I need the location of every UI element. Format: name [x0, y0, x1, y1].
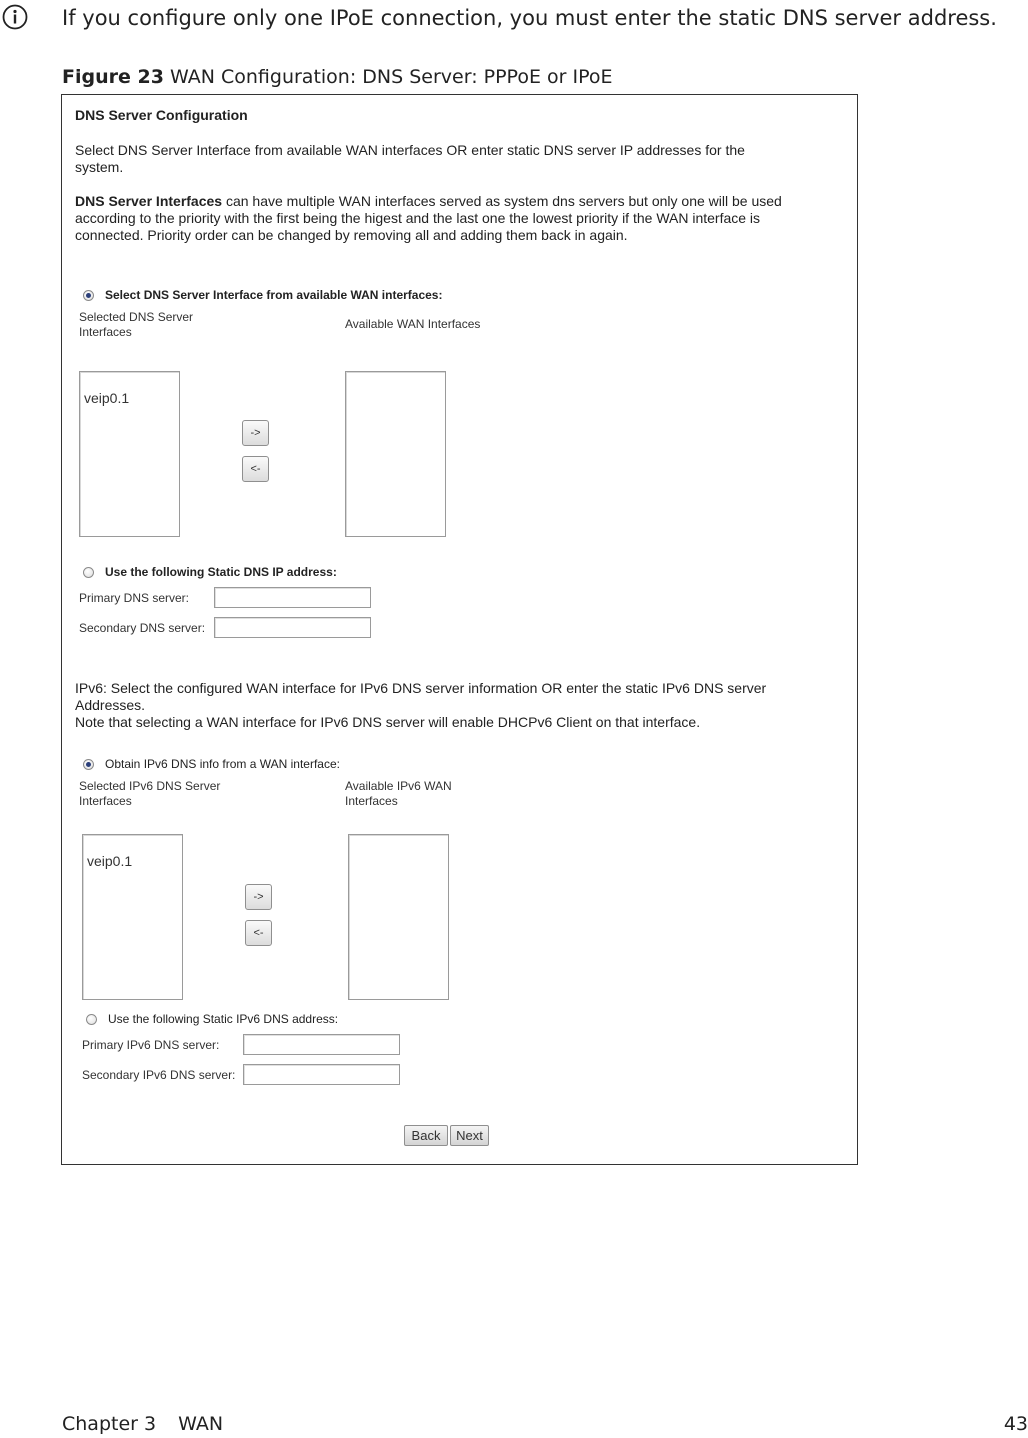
note [0, 4, 1028, 34]
info-icon [2, 4, 28, 30]
primary-dns-input[interactable] [214, 587, 371, 608]
selected-dns-label: Selected DNS Server Interfaces [79, 310, 194, 339]
secondary-ipv6-input[interactable] [243, 1064, 400, 1085]
dns-intro-text: Select DNS Server Interface from available WAN interfaces OR enter static DNS server IP addresses for the system. [75, 142, 745, 175]
remove-interface-button[interactable]: <- [242, 456, 269, 482]
secondary-ipv6-label: Secondary IPv6 DNS server: [82, 1068, 236, 1082]
selected-ipv6-listbox[interactable] [82, 834, 183, 1000]
chapter-label: Chapter 3 [62, 1413, 157, 1435]
ipv6-intro-text: IPv6: Select the configured WAN interface for IPv6 DNS server information OR enter the static IPv6 DNS server Addresses. [75, 680, 767, 713]
remove-ipv6-interface-button[interactable]: <- [245, 920, 272, 946]
static-dns-radio[interactable] [83, 567, 94, 578]
section-label: WAN [178, 1413, 224, 1435]
static-dns-radio-label: Use the following Static DNS IP address: [105, 565, 337, 579]
available-ipv6-label: Available IPv6 WAN Interfaces [345, 779, 452, 808]
dns-interface-radio-label: Select DNS Server Interface from available WAN interfaces: [105, 288, 443, 302]
static-ipv6-radio-row[interactable] [86, 1012, 338, 1026]
primary-ipv6-input[interactable] [243, 1034, 400, 1055]
dns-interfaces-bold: DNS Server Interfaces [75, 193, 223, 209]
figure-title: WAN Configuration: DNS Server: PPPoE or IPoE [169, 66, 613, 88]
primary-ipv6-label: Primary IPv6 DNS server: [82, 1038, 220, 1052]
dns-interface-radio-row[interactable] [83, 288, 442, 302]
available-wan-label: Available WAN Interfaces [345, 317, 481, 331]
add-ipv6-interface-button[interactable]: -> [245, 884, 272, 910]
ipv6-interface-radio-label: Obtain IPv6 DNS info from a WAN interface: [105, 757, 340, 771]
dns-interface-radio[interactable] [83, 290, 94, 301]
static-ipv6-radio[interactable] [86, 1014, 97, 1025]
secondary-dns-label: Secondary DNS server: [79, 621, 206, 635]
secondary-dns-input[interactable] [214, 617, 371, 638]
selected-dns-listbox[interactable] [79, 371, 180, 537]
next-button[interactable]: Next [450, 1125, 489, 1146]
ipv6-interface-radio[interactable] [83, 759, 94, 770]
dns-config-panel [61, 94, 858, 1165]
static-ipv6-radio-label: Use the following Static IPv6 DNS address: [108, 1012, 339, 1026]
figure-caption [62, 66, 613, 88]
footer-chapter [62, 1413, 223, 1435]
static-dns-radio-row[interactable] [83, 565, 337, 579]
ipv6-interface-radio-row[interactable] [83, 757, 340, 771]
figure-label: Figure 23 [62, 66, 164, 88]
dns-interfaces-rest: can have multiple WAN interfaces served as system dns servers but only one will be used according to the priority with the first being the higest and the last one the lowest priority if the WAN interface is connected. Priority order can be changed by removing all and adding them back in again. [75, 193, 782, 243]
available-ipv6-listbox[interactable] [348, 834, 449, 1000]
list-item[interactable]: veip0.1 [87, 853, 133, 869]
list-item[interactable]: veip0.1 [84, 390, 130, 406]
page-title: DNS Server Configuration [75, 107, 248, 123]
primary-dns-label: Primary DNS server: [79, 591, 190, 605]
page-number: 43 [1003, 1413, 1028, 1435]
available-wan-listbox[interactable] [345, 371, 446, 537]
add-interface-button[interactable]: -> [242, 420, 269, 446]
note-text: If you configure only one IPoE connection, you must enter the static DNS server address. [62, 6, 997, 30]
selected-ipv6-label: Selected IPv6 DNS Server Interfaces [79, 779, 221, 808]
ipv6-note-text: Note that selecting a WAN interface for IPv6 DNS server will enable DHCPv6 Client on that interface. [75, 714, 701, 730]
back-button[interactable]: Back [404, 1125, 448, 1146]
dns-interfaces-text [75, 193, 815, 244]
